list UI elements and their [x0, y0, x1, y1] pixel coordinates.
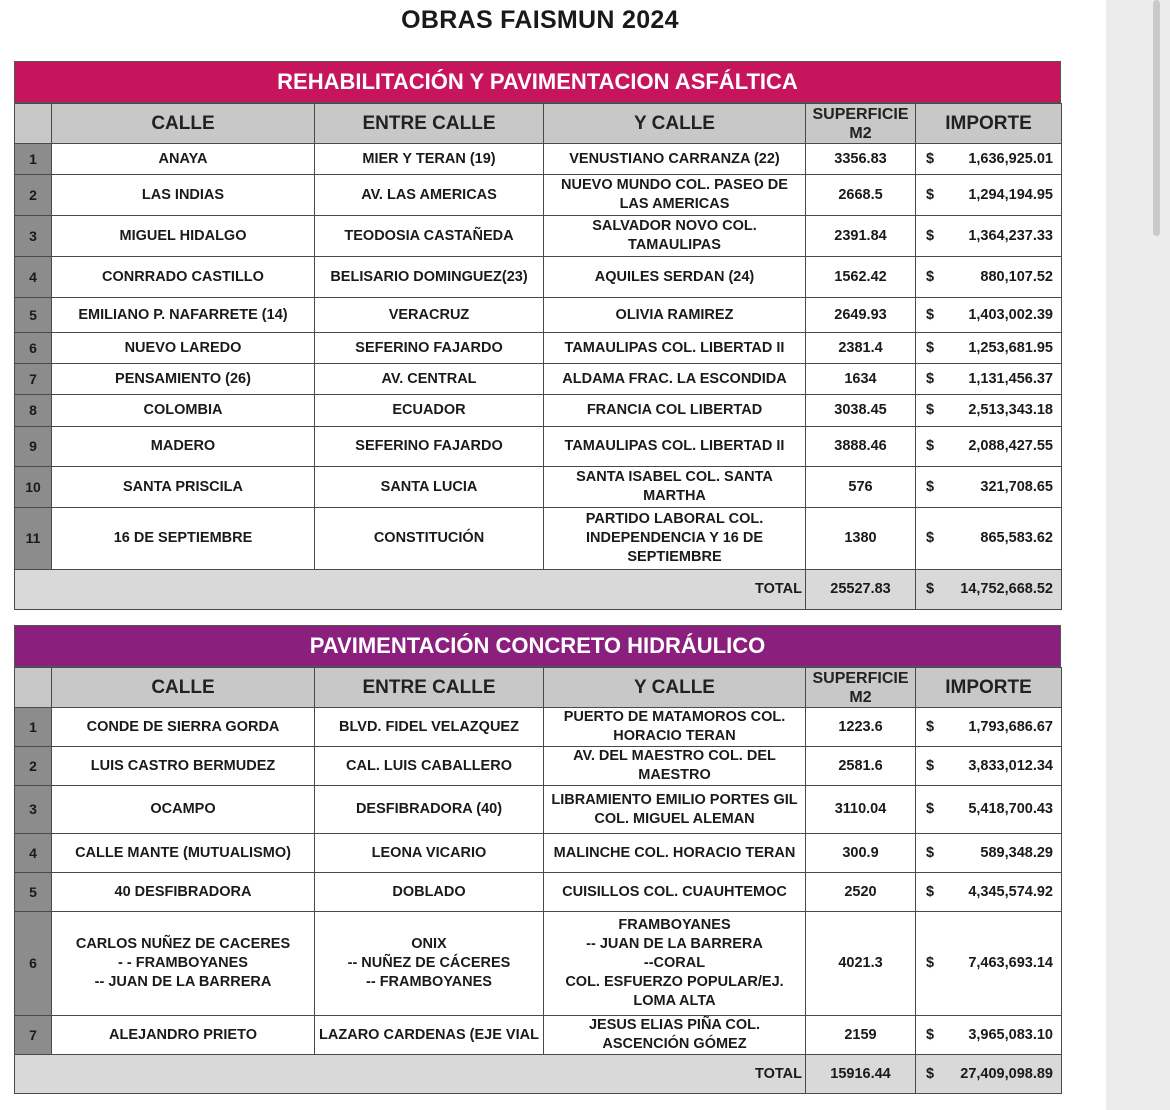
y-calle-cell: LIBRAMIENTO EMILIO PORTES GIL COL. MIGUEL ALEMAN — [544, 786, 806, 834]
calle-cell: CALLE MANTE (MUTUALISMO) — [52, 834, 315, 873]
table-row — [15, 216, 1062, 257]
row-number: 9 — [15, 427, 52, 467]
y-calle-cell: FRANCIA COL LIBERTAD — [544, 395, 806, 427]
entre-calle-cell: BELISARIO DOMINGUEZ(23) — [315, 257, 544, 298]
superficie-cell: 2381.4 — [806, 333, 916, 364]
calle-cell: 40 DESFIBRADORA — [52, 873, 315, 912]
calle-header: CALLE — [52, 104, 315, 144]
total-superficie: 15916.44 — [806, 1055, 916, 1094]
number-header — [15, 104, 52, 144]
entre-calle-cell: AV. LAS AMERICAS — [315, 175, 544, 216]
y-calle-cell: PUERTO DE MATAMOROS COL. HORACIO TERAN — [544, 708, 806, 747]
row-number: 8 — [15, 395, 52, 427]
y-calle-cell: FRAMBOYANES -- JUAN DE LA BARRERA --CORAL COL. ESFUERZO POPULAR/EJ. LOMA ALTA — [544, 912, 806, 1016]
superficie-cell: 3888.46 — [806, 427, 916, 467]
money-value — [926, 339, 1053, 358]
calle-cell: PENSAMIENTO (26) — [52, 364, 315, 395]
amount: 1,364,237.33 — [968, 227, 1053, 244]
row-number: 7 — [15, 1016, 52, 1055]
entre-calle-cell: SEFERINO FAJARDO — [315, 427, 544, 467]
works-table — [14, 667, 1062, 1094]
currency-symbol: $ — [926, 370, 935, 387]
money-value — [926, 757, 1053, 776]
calle-cell: LAS INDIAS — [52, 175, 315, 216]
y-calle-cell: MALINCHE COL. HORACIO TERAN — [544, 834, 806, 873]
money-value — [926, 306, 1053, 325]
table-row — [15, 467, 1062, 508]
y-calle-cell: ALDAMA FRAC. LA ESCONDIDA — [544, 364, 806, 395]
y-calle-header: Y CALLE — [544, 668, 806, 708]
number-header — [15, 668, 52, 708]
total-row — [15, 1055, 1062, 1094]
importe-header: IMPORTE — [916, 668, 1062, 708]
money-value — [926, 437, 1053, 456]
importe-cell — [916, 708, 1062, 747]
superficie-header: SUPERFICIE M2 — [806, 668, 916, 708]
table-row — [15, 912, 1062, 1016]
superficie-cell: 576 — [806, 467, 916, 508]
row-number: 4 — [15, 834, 52, 873]
currency-symbol: $ — [926, 186, 935, 203]
importe-cell — [916, 216, 1062, 257]
importe-cell — [916, 873, 1062, 912]
table-row — [15, 834, 1062, 873]
calle-cell: CARLOS NUÑEZ DE CACERES - - FRAMBOYANES -- JUAN DE LA BARRERA — [52, 912, 315, 1016]
section-header: PAVIMENTACIÓN CONCRETO HIDRÁULICO — [14, 625, 1061, 667]
table-row — [15, 427, 1062, 467]
money-value — [926, 186, 1053, 205]
calle-cell: MIGUEL HIDALGO — [52, 216, 315, 257]
currency-symbol: $ — [926, 306, 935, 323]
money-value — [926, 227, 1053, 246]
entre-calle-cell: DESFIBRADORA (40) — [315, 786, 544, 834]
superficie-cell: 3356.83 — [806, 144, 916, 175]
row-number: 2 — [15, 175, 52, 216]
total-label: TOTAL — [15, 1055, 806, 1094]
table-row — [15, 333, 1062, 364]
total-label: TOTAL — [15, 570, 806, 610]
y-calle-cell: OLIVIA RAMIREZ — [544, 298, 806, 333]
amount: 1,793,686.67 — [968, 718, 1053, 735]
superficie-cell: 3038.45 — [806, 395, 916, 427]
calle-cell: 16 DE SEPTIEMBRE — [52, 508, 315, 570]
money-value — [926, 1026, 1053, 1045]
row-number: 1 — [15, 144, 52, 175]
superficie-cell: 3110.04 — [806, 786, 916, 834]
amount: 865,583.62 — [980, 530, 1053, 546]
y-calle-cell: SANTA ISABEL COL. SANTA MARTHA — [544, 467, 806, 508]
row-number: 7 — [15, 364, 52, 395]
superficie-cell: 2159 — [806, 1016, 916, 1055]
table-row — [15, 364, 1062, 395]
scrollbar-track[interactable] — [1106, 0, 1170, 1110]
amount: 4,345,574.92 — [968, 883, 1053, 900]
section-header: REHABILITACIÓN Y PAVIMENTACION ASFÁLTICA — [14, 61, 1061, 103]
currency-symbol: $ — [926, 581, 935, 597]
importe-cell — [916, 333, 1062, 364]
table-row — [15, 395, 1062, 427]
money-value — [926, 718, 1053, 737]
row-number: 10 — [15, 467, 52, 508]
currency-symbol: $ — [926, 801, 935, 817]
amount: 1,294,194.95 — [968, 186, 1053, 203]
calle-cell: MADERO — [52, 427, 315, 467]
entre-calle-cell: SANTA LUCIA — [315, 467, 544, 508]
superficie-cell: 4021.3 — [806, 912, 916, 1016]
y-calle-cell: NUEVO MUNDO COL. PASEO DE LAS AMERICAS — [544, 175, 806, 216]
total-superficie: 25527.83 — [806, 570, 916, 610]
y-calle-cell: SALVADOR NOVO COL. TAMAULIPAS — [544, 216, 806, 257]
superficie-cell: 2520 — [806, 873, 916, 912]
amount: 5,418,700.43 — [968, 801, 1053, 817]
calle-cell: NUEVO LAREDO — [52, 333, 315, 364]
money-value — [926, 401, 1053, 420]
calle-header: CALLE — [52, 668, 315, 708]
importe-cell — [916, 912, 1062, 1016]
currency-symbol: $ — [926, 883, 935, 900]
calle-cell: ANAYA — [52, 144, 315, 175]
currency-symbol: $ — [926, 844, 935, 861]
entre-calle-header: ENTRE CALLE — [315, 668, 544, 708]
entre-calle-cell: TEODOSIA CASTAÑEDA — [315, 216, 544, 257]
calle-cell: CONDE DE SIERRA GORDA — [52, 708, 315, 747]
calle-cell: EMILIANO P. NAFARRETE (14) — [52, 298, 315, 333]
row-number: 5 — [15, 298, 52, 333]
amount: 2,513,343.18 — [968, 402, 1053, 418]
total-row — [15, 570, 1062, 610]
table-row — [15, 298, 1062, 333]
entre-calle-header: ENTRE CALLE — [315, 104, 544, 144]
entre-calle-cell: LEONA VICARIO — [315, 834, 544, 873]
superficie-cell: 1634 — [806, 364, 916, 395]
row-number: 4 — [15, 257, 52, 298]
table-row — [15, 873, 1062, 912]
table-row — [15, 257, 1062, 298]
row-number: 2 — [15, 747, 52, 786]
superficie-cell: 300.9 — [806, 834, 916, 873]
currency-symbol: $ — [926, 718, 935, 735]
entre-calle-cell: VERACRUZ — [315, 298, 544, 333]
importe-cell — [916, 144, 1062, 175]
y-calle-cell: CUISILLOS COL. CUAUHTEMOC — [544, 873, 806, 912]
money-value — [926, 800, 1053, 819]
table-row — [15, 175, 1062, 216]
entre-calle-cell: MIER Y TERAN (19) — [315, 144, 544, 175]
importe-cell — [916, 1016, 1062, 1055]
amount: 3,965,083.10 — [968, 1026, 1053, 1043]
scrollbar-thumb[interactable] — [1153, 0, 1160, 236]
section-asfaltica — [14, 61, 1061, 610]
amount: 1,253,681.95 — [968, 339, 1053, 356]
superficie-header: SUPERFICIE M2 — [806, 104, 916, 144]
superficie-cell: 2649.93 — [806, 298, 916, 333]
currency-symbol: $ — [926, 402, 935, 418]
table-row — [15, 144, 1062, 175]
currency-symbol: $ — [926, 757, 935, 774]
importe-cell — [916, 257, 1062, 298]
amount: 7,463,693.14 — [968, 955, 1053, 971]
row-number: 6 — [15, 333, 52, 364]
amount: 2,088,427.55 — [968, 438, 1053, 454]
table-header-row — [15, 668, 1062, 708]
money-value — [926, 370, 1053, 389]
works-table — [14, 103, 1062, 610]
currency-symbol: $ — [926, 1065, 935, 1082]
superficie-cell: 2581.6 — [806, 747, 916, 786]
entre-calle-cell: BLVD. FIDEL VELAZQUEZ — [315, 708, 544, 747]
y-calle-cell: JESUS ELIAS PIÑA COL. ASCENCIÓN GÓMEZ — [544, 1016, 806, 1055]
entre-calle-cell: CAL. LUIS CABALLERO — [315, 747, 544, 786]
row-number: 5 — [15, 873, 52, 912]
importe-cell — [916, 395, 1062, 427]
total-importe — [916, 1055, 1062, 1094]
y-calle-cell: VENUSTIANO CARRANZA (22) — [544, 144, 806, 175]
importe-cell — [916, 364, 1062, 395]
superficie-cell: 1223.6 — [806, 708, 916, 747]
table-row — [15, 747, 1062, 786]
row-number: 11 — [15, 508, 52, 570]
currency-symbol: $ — [926, 339, 935, 356]
currency-symbol: $ — [926, 478, 935, 495]
calle-cell: LUIS CASTRO BERMUDEZ — [52, 747, 315, 786]
amount: 880,107.52 — [980, 268, 1053, 285]
table-row — [15, 1016, 1062, 1055]
importe-cell — [916, 786, 1062, 834]
importe-cell — [916, 467, 1062, 508]
currency-symbol: $ — [926, 530, 935, 546]
row-number: 3 — [15, 786, 52, 834]
importe-cell — [916, 834, 1062, 873]
y-calle-cell: PARTIDO LABORAL COL. INDEPENDENCIA Y 16 DE SEPTIEMBRE — [544, 508, 806, 570]
amount: 1,636,925.01 — [968, 150, 1053, 167]
calle-cell: SANTA PRISCILA — [52, 467, 315, 508]
importe-cell — [916, 427, 1062, 467]
amount: 1,403,002.39 — [968, 306, 1053, 323]
currency-symbol: $ — [926, 150, 935, 167]
y-calle-cell: TAMAULIPAS COL. LIBERTAD II — [544, 427, 806, 467]
amount: 321,708.65 — [980, 478, 1053, 495]
calle-cell: COLOMBIA — [52, 395, 315, 427]
table-row — [15, 708, 1062, 747]
superficie-cell: 2391.84 — [806, 216, 916, 257]
amount: 27,409,098.89 — [960, 1065, 1053, 1082]
importe-cell — [916, 175, 1062, 216]
money-value — [926, 883, 1053, 902]
table-row — [15, 508, 1062, 570]
currency-symbol: $ — [926, 1026, 935, 1043]
entre-calle-cell: LAZARO CARDENAS (EJE VIAL — [315, 1016, 544, 1055]
money-value — [926, 268, 1053, 287]
amount: 589,348.29 — [980, 844, 1053, 861]
money-value — [926, 150, 1053, 169]
y-calle-header: Y CALLE — [544, 104, 806, 144]
section-hidraulico — [14, 625, 1061, 1094]
importe-cell — [916, 747, 1062, 786]
y-calle-cell: TAMAULIPAS COL. LIBERTAD II — [544, 333, 806, 364]
entre-calle-cell: ECUADOR — [315, 395, 544, 427]
y-calle-cell: AV. DEL MAESTRO COL. DEL MAESTRO — [544, 747, 806, 786]
superficie-cell: 1562.42 — [806, 257, 916, 298]
money-value — [926, 844, 1053, 863]
money-value — [926, 954, 1053, 973]
superficie-cell: 1380 — [806, 508, 916, 570]
row-number: 6 — [15, 912, 52, 1016]
table-header-row — [15, 104, 1062, 144]
superficie-cell: 2668.5 — [806, 175, 916, 216]
amount: 14,752,668.52 — [960, 581, 1053, 597]
entre-calle-cell: CONSTITUCIÓN — [315, 508, 544, 570]
y-calle-cell: AQUILES SERDAN (24) — [544, 257, 806, 298]
calle-cell: ALEJANDRO PRIETO — [52, 1016, 315, 1055]
money-value — [926, 478, 1053, 497]
entre-calle-cell: DOBLADO — [315, 873, 544, 912]
row-number: 3 — [15, 216, 52, 257]
money-value — [926, 580, 1053, 599]
importe-cell — [916, 298, 1062, 333]
calle-cell: OCAMPO — [52, 786, 315, 834]
page-title: OBRAS FAISMUN 2024 — [401, 6, 679, 34]
money-value — [926, 529, 1053, 548]
total-importe — [916, 570, 1062, 610]
amount: 3,833,012.34 — [968, 757, 1053, 774]
row-number: 1 — [15, 708, 52, 747]
currency-symbol: $ — [926, 227, 935, 244]
importe-cell — [916, 508, 1062, 570]
money-value — [926, 1065, 1053, 1084]
currency-symbol: $ — [926, 955, 935, 971]
entre-calle-cell: SEFERINO FAJARDO — [315, 333, 544, 364]
currency-symbol: $ — [926, 438, 935, 454]
currency-symbol: $ — [926, 268, 935, 285]
entre-calle-cell: ONIX -- NUÑEZ DE CÁCERES -- FRAMBOYANES — [315, 912, 544, 1016]
calle-cell: CONRRADO CASTILLO — [52, 257, 315, 298]
table-row — [15, 786, 1062, 834]
entre-calle-cell: AV. CENTRAL — [315, 364, 544, 395]
importe-header: IMPORTE — [916, 104, 1062, 144]
amount: 1,131,456.37 — [968, 370, 1053, 387]
